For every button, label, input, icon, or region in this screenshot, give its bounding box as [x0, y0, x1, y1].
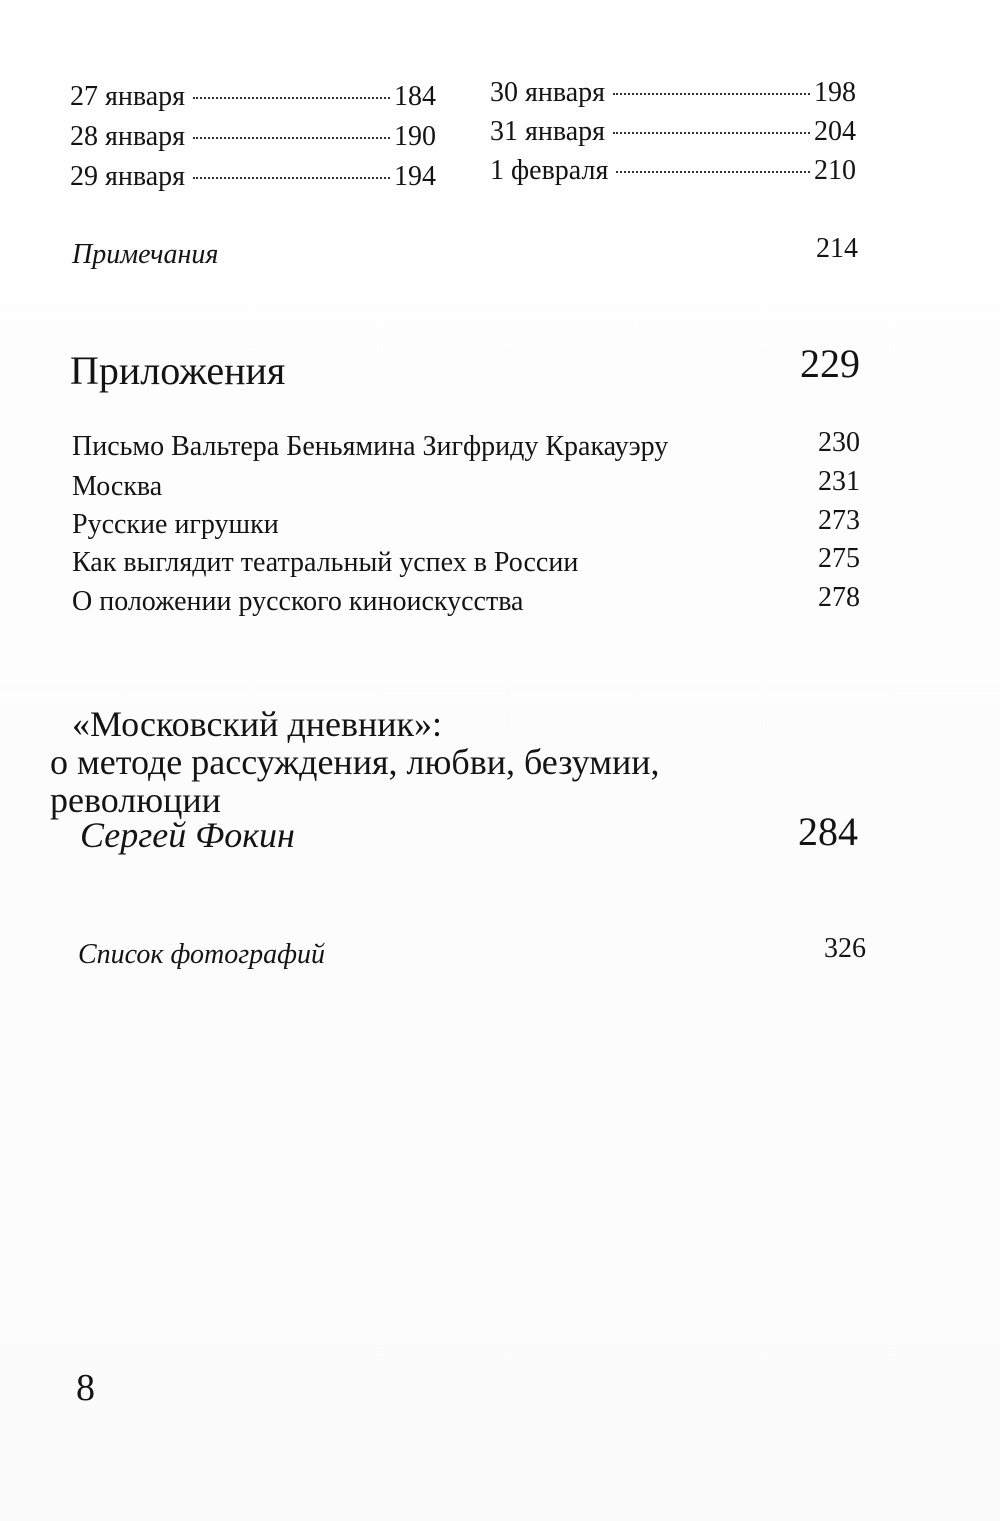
appendix-item-page: 278 — [818, 582, 860, 613]
notes-page: 214 — [816, 233, 858, 264]
dot-leader — [193, 137, 390, 139]
dot-leader — [616, 171, 810, 173]
photos-page: 326 — [824, 933, 866, 964]
photos-label[interactable]: Список фотографий — [78, 939, 326, 970]
entry-page: 184 — [394, 81, 436, 112]
appendices-title[interactable]: Приложения — [70, 348, 286, 393]
dot-leader — [613, 132, 810, 134]
dot-leader — [193, 177, 390, 179]
entry-label: 30 января — [490, 77, 606, 108]
toc-entry[interactable] — [490, 76, 856, 110]
page-number: 8 — [76, 1367, 95, 1409]
appendix-item-page: 275 — [818, 543, 860, 574]
entry-label: 31 января — [490, 116, 606, 147]
toc-entry[interactable] — [490, 154, 856, 188]
appendix-item-page: 273 — [818, 505, 860, 536]
appendix-item-page: 230 — [818, 427, 860, 458]
toc-entry[interactable] — [70, 80, 436, 114]
essay-title-line: «Московский дневник»: — [72, 704, 443, 744]
dot-leader — [193, 97, 390, 99]
toc-entry[interactable] — [70, 160, 436, 194]
essay-title-line: революции — [50, 780, 221, 820]
entry-label: 27 января — [70, 81, 186, 112]
essay-page: 284 — [798, 809, 858, 854]
toc-entry[interactable] — [490, 115, 856, 149]
appendix-item-label[interactable]: Москва — [72, 471, 163, 502]
entry-page: 210 — [814, 155, 856, 186]
entry-page: 194 — [394, 161, 436, 192]
appendix-item-page: 231 — [818, 466, 860, 497]
appendix-item-label[interactable]: Как выглядит театральный успех в России — [72, 547, 579, 578]
notes-label[interactable]: Примечания — [72, 239, 219, 270]
entry-page: 198 — [814, 77, 856, 108]
appendix-item-label[interactable]: Русские игрушки — [72, 509, 279, 540]
appendix-item-label[interactable]: О положении русского киноискусства — [72, 586, 524, 617]
entry-page: 190 — [394, 121, 436, 152]
entry-label: 28 января — [70, 121, 186, 152]
appendices-page: 229 — [800, 341, 860, 386]
entry-label: 1 февраля — [490, 155, 609, 186]
essay-title-line: о методе рассуждения, любви, безумии, — [50, 742, 660, 782]
entry-page: 204 — [814, 116, 856, 147]
toc-entry[interactable] — [70, 120, 436, 154]
essay-author: Сергей Фокин — [80, 815, 295, 855]
entry-label: 29 января — [70, 161, 186, 192]
dot-leader — [613, 93, 810, 95]
appendix-item-label[interactable]: Письмо Вальтера Беньямина Зигфриду Кракауэру — [72, 431, 669, 462]
